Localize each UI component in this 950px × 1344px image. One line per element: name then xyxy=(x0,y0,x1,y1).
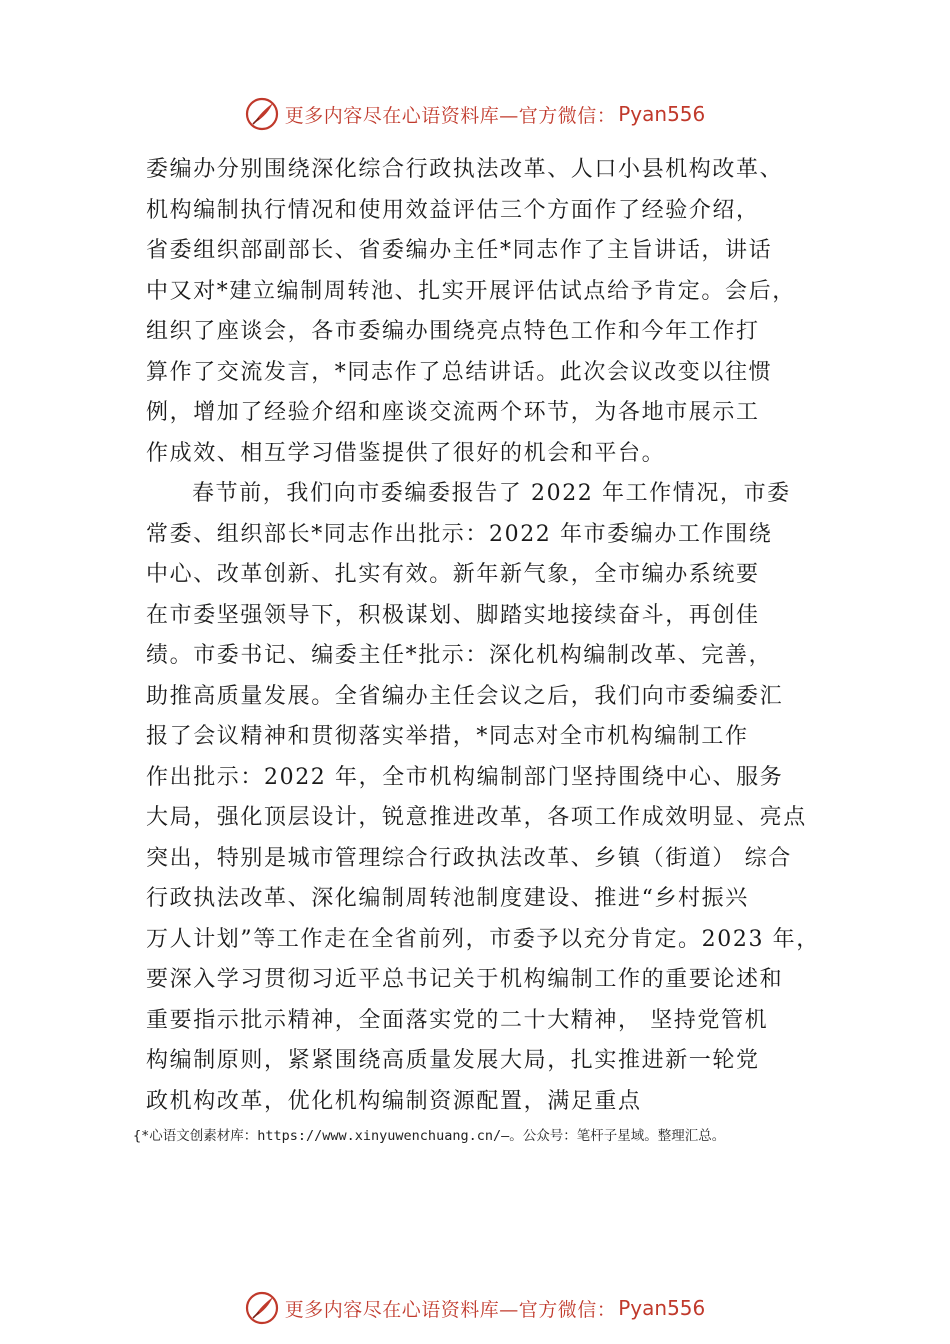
text-line: 政机构改革，优化机构编制资源配置，满足重点 xyxy=(146,1088,642,1114)
text-line: 重要指示批示精神，全面落实党的二十大精神， 坚持党管机 xyxy=(146,1007,769,1033)
text-line: 作成效、相互学习借鉴提供了很好的机会和平台。 xyxy=(146,440,666,466)
text-line: 组织了座谈会，各市委编办围绕亮点特色工作和今年工作打 xyxy=(146,319,760,344)
footer-banner-id: Pyan556 xyxy=(618,1296,706,1320)
text-line: 绩。市委书记、编委主任*批示：深化机构编制改革、完善， xyxy=(146,643,773,668)
quill-logo-icon xyxy=(245,1291,279,1325)
text-line: 例，增加了经验介绍和座谈交流两个环节，为各地市展示工 xyxy=(146,400,760,425)
text-line: 中心、改革创新、扎实有效。新年新气象，全市编办系统要 xyxy=(146,562,760,587)
text-line: 突出，特别是城市管理综合行政执法改革、乡镇（街道） 综合 xyxy=(146,845,792,871)
text-line: 中又对*建立编制周转池、扎实开展评估试点给予肯定。会后， xyxy=(146,278,796,304)
text-line: 委编办分别围绕深化综合行政执法改革、人口小县机构改革、 xyxy=(146,157,784,182)
text-line: 大局，强化顶层设计，锐意推进改革，各项工作成效明显、亮点 xyxy=(146,805,807,830)
footer-banner-text: 更多内容尽在心语资料库—官方微信： xyxy=(284,1298,617,1321)
footnote: {*心语文创素材库：https://www.xinyuwenchuang.cn/—。公众号：笔杆子星域。整理汇总。 xyxy=(133,1128,726,1144)
text-line: 省委组织部副部长、省委编办主任*同志作了主旨讲话，讲话 xyxy=(146,238,773,263)
text-line: 报了会议精神和贯彻落实举措，*同志对全市机构编制工作 xyxy=(146,724,749,749)
text-line: 春节前，我们向市委编委报告了 2022 年工作情况，市委 xyxy=(192,481,791,506)
header-banner-id: Pyan556 xyxy=(618,102,706,126)
text-line: 常委、组织部长*同志作出批示：2022 年市委编办工作围绕 xyxy=(146,521,773,547)
text-line: 行政执法改革、深化编制周转池制度建设、推进“乡村振兴 xyxy=(146,886,749,911)
header-banner-text: 更多内容尽在心语资料库—官方微信： xyxy=(284,104,617,127)
text-line: 算作了交流发言，*同志作了总结讲话。此次会议改变以往惯 xyxy=(146,359,773,385)
text-line: 构编制原则，紧紧围绕高质量发展大局，扎实推进新一轮党 xyxy=(146,1048,760,1073)
text-line: 作出批示：2022 年，全市机构编制部门坚持围绕中心、服务 xyxy=(146,764,784,790)
text-line: 要深入学习贯彻习近平总书记关于机构编制工作的重要论述和 xyxy=(146,967,784,992)
text-line: 机构编制执行情况和使用效益评估三个方面作了经验介绍， xyxy=(146,197,760,223)
text-line: 万人计划”等工作走在全省前列，市委予以充分肯定。2023 年， xyxy=(146,926,820,952)
text-line: 在市委坚强领导下，积极谋划、脚踏实地接续奋斗，再创佳 xyxy=(146,602,760,628)
quill-logo-icon xyxy=(245,97,279,131)
document-body xyxy=(146,150,826,1122)
header-banner xyxy=(0,92,950,136)
text-line: 助推高质量发展。全省编办主任会议之后，我们向市委编委汇 xyxy=(146,683,784,709)
footer-banner xyxy=(0,1286,950,1330)
